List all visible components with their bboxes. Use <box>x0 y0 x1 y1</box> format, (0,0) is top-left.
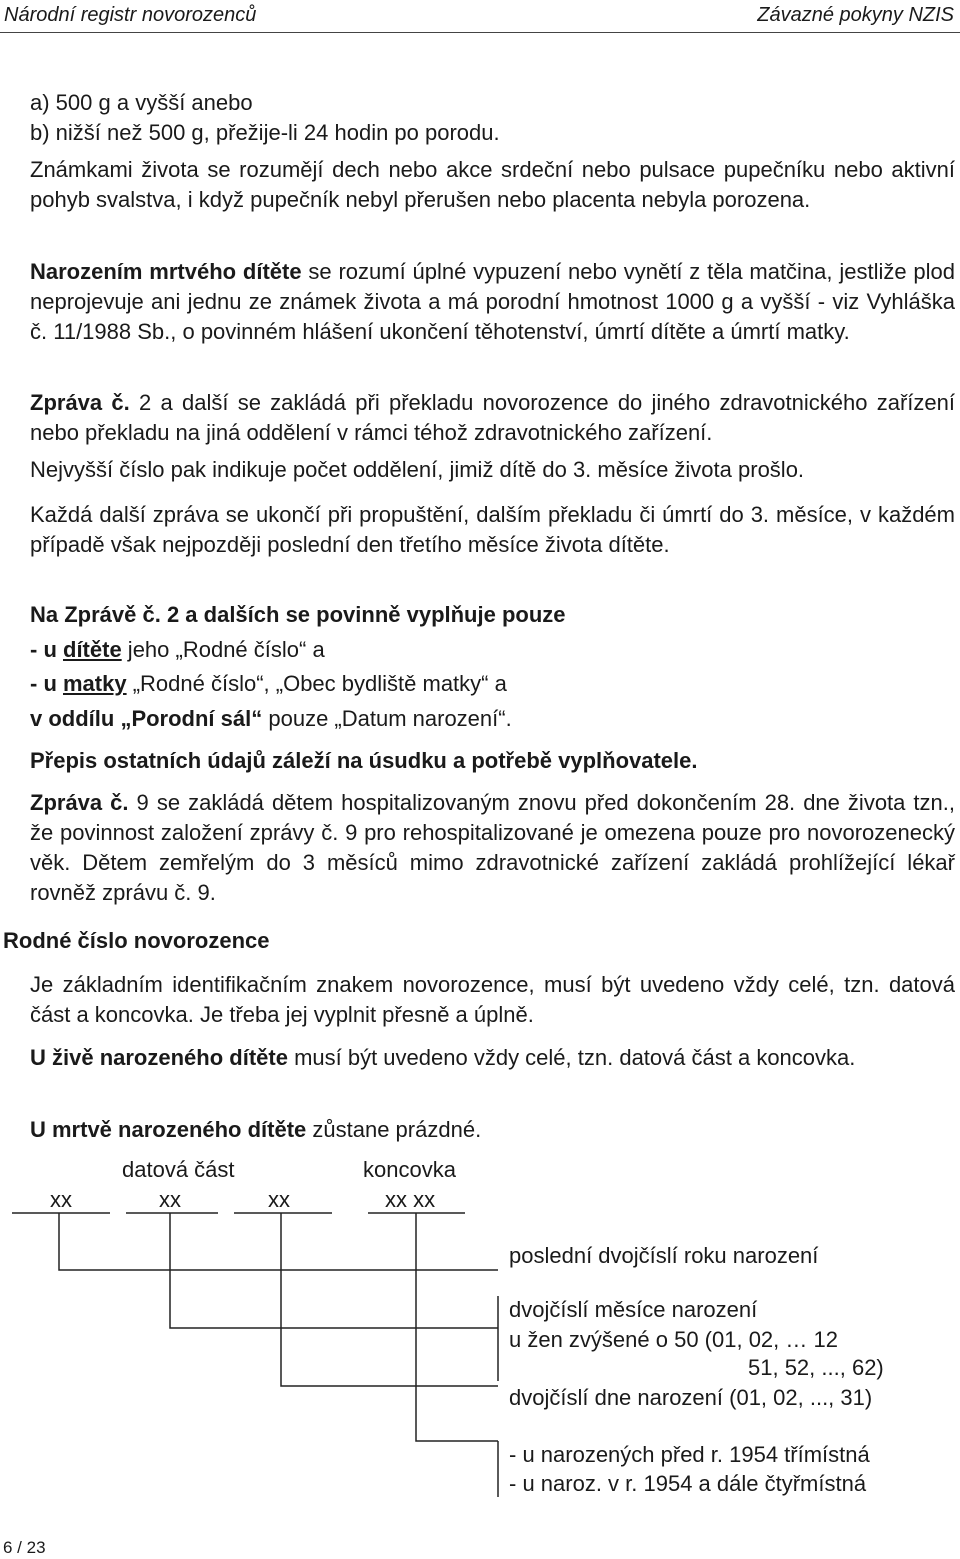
still-born-text: zůstane prázdné. <box>306 1117 482 1142</box>
diagram-group-suffix: xx xx <box>385 1187 436 1212</box>
live-born-paragraph <box>30 1043 955 1073</box>
connector-year <box>59 1213 498 1270</box>
diagram-suffix-desc-2: - u naroz. v r. 1954 a dále čtyřmístná <box>509 1471 867 1496</box>
page-number: 6 / 23 <box>3 1538 46 1557</box>
each-report-paragraph: Každá další zpráva se ukončí při propuštění, dalším překladu či úmrtí do 3. měsíce, v každém případě však nejpozději poslední den třetího měsíce života dítěte. <box>30 502 955 557</box>
mandatory-mother-text: „Rodné číslo“, „Obec bydliště matky“ a <box>126 671 507 696</box>
weight-criteria <box>30 88 955 148</box>
live-born-term: U živě narozeného dítěte <box>30 1045 288 1070</box>
mandatory-section-label: v oddílu „Porodní sál“ <box>30 705 263 731</box>
stillbirth-term: Narozením mrtvého dítěte <box>30 259 302 284</box>
still-born-term: U mrtvě narozeného dítěte <box>30 1117 307 1142</box>
section-heading: Rodné číslo novorozence <box>3 928 270 953</box>
diagram-group-month: xx <box>159 1187 181 1212</box>
mandatory-dash-child: - u <box>30 636 63 662</box>
diagram-day-desc: dvojčíslí dne narození (01, 02, ..., 31) <box>509 1385 873 1410</box>
report9-term: Zpráva č. <box>30 790 129 815</box>
transcription-paragraph: Přepis ostatních údajů záleží na úsudku a potřebě vyplňovatele. <box>30 748 698 773</box>
stillbirth-paragraph <box>30 257 955 347</box>
diagram-group-year: xx <box>50 1187 72 1212</box>
report9-text: 9 se zakládá dětem hospitalizovaným znovu před dokončením 28. dne života tzn., že povinnost založení zprávy č. 9 pro rehospitalizované je omezena pouze pro novorozenecký věk. Dětem zemřelým do 3 měsíců mimo zdravotnické zařízení zakládá prohlížející lékař rovněž zprávu č. 9. <box>30 790 955 905</box>
diagram-month-desc-3: 51, 52, ..., 62) <box>748 1355 884 1380</box>
stillbirth-text: se rozumí úplné vypuzení nebo vynětí z těla matčina, jestliže plod neprojevuje ani jednu ze známek života a má porodní hmotnost 1000 g a vyšší - viz Vyhláška č. 11/1988 Sb., o povinném hlášení ukončení těhotenství, úmrtí dítěte a úmrtí matky. <box>30 259 955 344</box>
weight-line-a: a) 500 g a vyšší anebo <box>30 90 253 115</box>
mandatory-section-text: pouze „Datum narození“. <box>262 705 512 731</box>
weight-line-b: b) nižší než 500 g, přežije-li 24 hodin po porodu. <box>30 120 500 145</box>
report9-paragraph <box>30 788 955 908</box>
report2-paragraph <box>30 388 955 448</box>
still-born-paragraph <box>30 1115 955 1145</box>
mandatory-child-label: dítěte <box>63 636 122 662</box>
diagram-data-part-label: datová část <box>122 1157 235 1182</box>
mandatory-mother-label: matky <box>63 671 127 696</box>
mandatory-fields <box>30 598 955 736</box>
id-basic-paragraph: Je základním identifikačním znakem novorozence, musí být uvedeno vždy celé, tzn. datová část a koncovka. Je třeba jej vyplnit přesně a úplně. <box>30 972 955 1027</box>
report2-text: 2 a další se zakládá při překladu novorozence do jiného zdravotnického zařízení nebo překladu na jiná oddělení v rámci téhož zdravotnického zařízení. <box>30 390 955 445</box>
diagram-suffix-desc-1: - u narozených před r. 1954 třímístná <box>509 1442 870 1467</box>
connector-day <box>281 1213 498 1386</box>
connector-suffix <box>416 1213 498 1441</box>
signs-of-life-paragraph: Známkami života se rozumějí dech nebo akce srdeční nebo pulsace pupečníku nebo aktivní pohyb svalstva, i když pupečník nebyl přerušen nebo placenta nebyla porozena. <box>30 157 955 212</box>
report2-term: Zpráva č. <box>30 390 130 415</box>
mandatory-line-1: Na Zprávě č. 2 a dalších se povinně vyplňuje pouze <box>30 602 566 627</box>
header-title: Národní registr novorozenců <box>4 4 257 26</box>
header-subtitle: Závazné pokyny NZIS <box>757 4 954 26</box>
highest-number-paragraph: Nejvyšší číslo pak indikuje počet oddělení, jimiž dítě do 3. měsíce života prošlo. <box>30 457 805 482</box>
diagram-suffix-label: koncovka <box>363 1157 456 1182</box>
mandatory-line-3 <box>30 667 955 702</box>
diagram-month-desc-1: dvojčíslí měsíce narození <box>509 1297 758 1322</box>
header-divider <box>0 32 960 33</box>
diagram-group-day: xx <box>268 1187 290 1212</box>
live-born-text: musí být uvedeno vždy celé, tzn. datová část a koncovka. <box>287 1045 856 1070</box>
mandatory-line-4 <box>30 702 955 737</box>
mandatory-line-2 <box>30 633 955 668</box>
diagram-month-desc-2: u žen zvýšené o 50 (01, 02, … 12 <box>509 1327 838 1352</box>
mandatory-child-text: jeho „Rodné číslo“ a <box>121 636 325 662</box>
mandatory-dash-mother: - u <box>30 671 63 696</box>
diagram-year-desc: poslední dvojčíslí roku narození <box>509 1243 819 1268</box>
page-header <box>0 0 960 34</box>
connector-month <box>170 1213 498 1328</box>
